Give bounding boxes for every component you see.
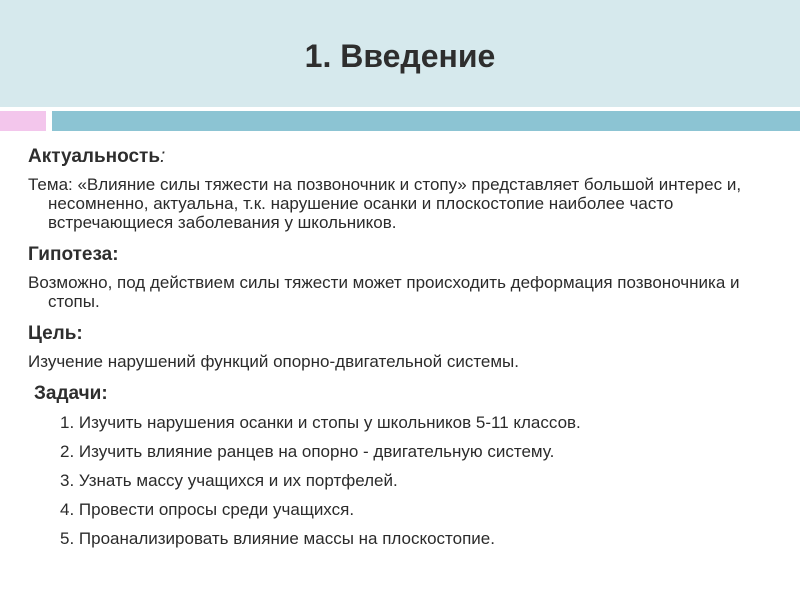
accent-bar-blue [52, 111, 800, 131]
task-item: 5. Проанализировать влияние массы на плоскостопие. [60, 529, 495, 548]
goal-heading: Цель: [28, 323, 83, 344]
task-item: 2. Изучить влияние ранцев на опорно - двигательную систему. [60, 442, 555, 461]
relevance-heading-label: Актуальность [28, 146, 161, 167]
relevance-heading-colon: : [160, 146, 166, 167]
task-item: 4. Провести опросы среди учащихся. [60, 500, 355, 519]
tasks-list [28, 413, 793, 548]
slide-title: 1. Введение [304, 38, 496, 74]
tasks-heading: Задачи: [34, 383, 108, 404]
title-area [0, 0, 800, 107]
task-item: 3. Узнать массу учащихся и их портфелей. [60, 471, 398, 490]
goal-text: Изучение нарушений функций опорно-двигательной системы. [28, 352, 519, 371]
relevance-heading [28, 147, 793, 166]
task-item: 1. Изучить нарушения осанки и стопы у школьников 5-11 классов. [60, 413, 581, 432]
slide-content [28, 147, 793, 558]
accent-bar-pink [0, 111, 46, 131]
hypothesis-heading: Гипотеза: [28, 244, 119, 265]
hypothesis-text: Возможно, под действием силы тяжести может происходить деформация позвоночника и стопы. [28, 273, 740, 311]
relevance-text: Тема: «Влияние силы тяжести на позвоночник и стопу» представляет большой интерес и, несомненно, актуальна, т.к. нарушение осанки и плоскостопие наиболее часто встречающиеся заболевания у школьников. [28, 175, 742, 232]
